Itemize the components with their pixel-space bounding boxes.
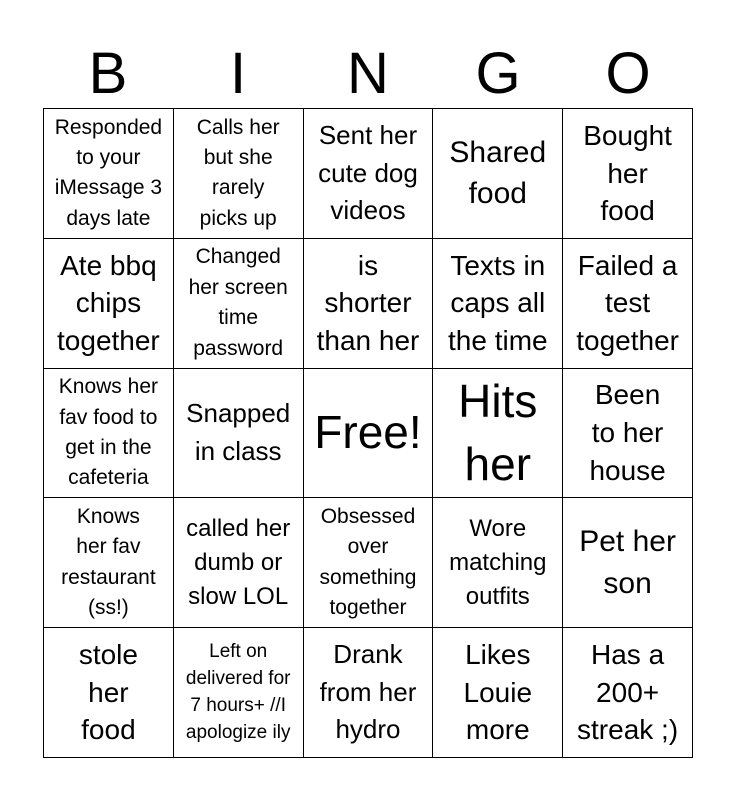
bingo-cell-r2-c2[interactable] [174,239,304,369]
cell-label: is shorter than her [316,249,420,357]
bingo-cell-r2-c4[interactable] [433,239,563,369]
bingo-cell-r5-c1[interactable] [44,628,174,758]
cell-label: Failed a test together [576,249,679,357]
bingo-grid [43,108,693,758]
cell-label: Been to her house [589,379,666,486]
bingo-cell-r1-c1[interactable] [44,109,174,239]
cell-label: stole her food [78,638,138,746]
bingo-cell-r5-c4[interactable] [433,628,563,758]
bingo-cell-r4-c2[interactable] [174,498,304,628]
bingo-cell-r5-c2[interactable] [174,628,304,758]
cell-label: Obsessed over something together [319,504,417,620]
cell-label: Texts in caps all the time [447,249,548,357]
bingo-cell-r2-c5[interactable] [563,239,693,369]
header-letter-g: G [475,41,521,106]
bingo-cell-r1-c3[interactable] [304,109,434,239]
cell-label: Calls her but she rarely picks up [196,115,280,230]
cell-label: Knows her fav food to get in the cafeteria [58,375,158,490]
bingo-cell-r3-c3[interactable] [304,369,434,499]
cell-label: Hits her [458,374,538,490]
bingo-cell-r3-c4[interactable] [433,369,563,499]
cell-label: Likes Louie more [463,638,533,746]
cell-label: called her dumb or slow LOL [186,514,291,610]
header-letter-o: O [605,41,651,106]
bingo-cell-r1-c5[interactable] [563,109,693,239]
cell-label: Wore matching outfits [449,514,547,610]
cell-label: Has a 200+ streak ;) [577,638,679,746]
bingo-cell-r3-c5[interactable] [563,369,693,499]
bingo-cell-r5-c5[interactable] [563,628,693,758]
header-letter-b: B [88,41,128,106]
bingo-cell-r2-c3[interactable] [304,239,434,369]
cell-label: Changed her screen time password [188,245,288,360]
bingo-cell-r4-c4[interactable] [433,498,563,628]
header-letter-n: N [347,41,389,106]
free-space-label: Free! [314,406,422,459]
cell-label: Sent her cute dog videos [318,119,418,226]
bingo-cell-r4-c5[interactable] [563,498,693,628]
header-letter-i: I [229,41,247,106]
bingo-cell-r5-c3[interactable] [304,628,434,758]
bingo-cell-r1-c2[interactable] [174,109,304,239]
bingo-cell-r2-c1[interactable] [44,239,174,369]
cell-label: Bought her food [583,119,672,227]
bingo-cell-r3-c2[interactable] [174,369,304,499]
cell-label: Shared food [449,136,547,211]
bingo-cell-r3-c1[interactable] [44,369,174,499]
cell-label: Drank from her hydro [319,639,417,745]
bingo-cell-r4-c1[interactable] [44,498,174,628]
bingo-header [43,40,693,108]
cell-label: Responded to your iMessage 3 days late [54,115,163,230]
cell-label: Left on delivered for 7 hours+ //I apologize ily [185,640,291,743]
bingo-cell-r4-c3[interactable] [304,498,434,628]
cell-label: Pet her son [579,525,676,600]
cell-label: Knows her fav restaurant (ss!) [61,504,156,620]
bingo-cell-r1-c4[interactable] [433,109,563,239]
cell-label: Snapped in class [186,398,291,466]
cell-label: Ate bbq chips together [57,249,160,357]
